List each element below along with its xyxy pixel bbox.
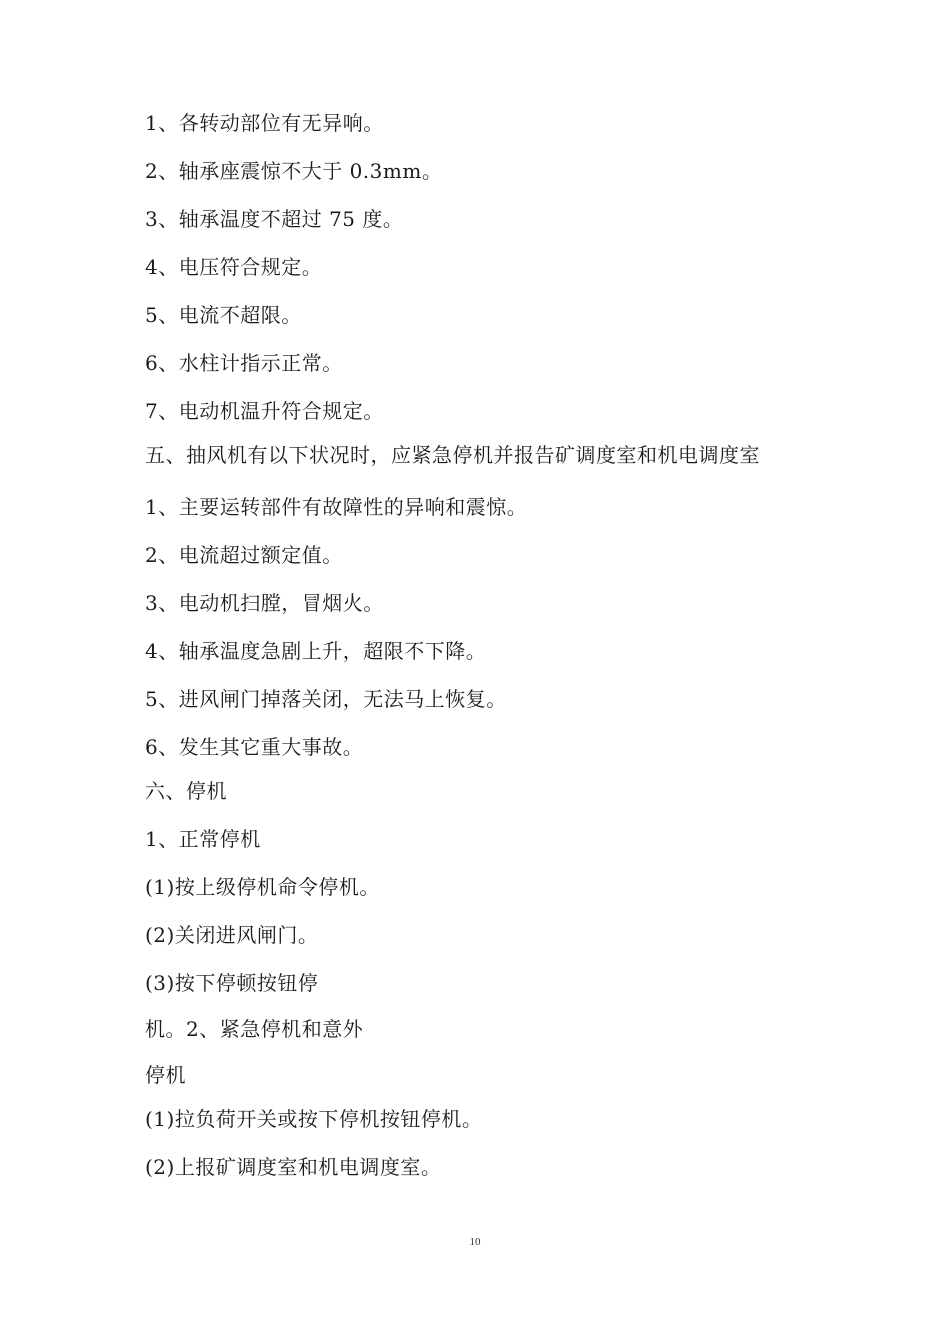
step-report-dispatch: (2)上报矿调度室和机电调度室。 xyxy=(145,1155,442,1179)
item-bearing-temperature: 3、轴承温度不超过 75 度。 xyxy=(145,207,404,231)
item-abnormal-noise-vibration: 1、主要运转部件有故障性的异响和震惊。 xyxy=(145,495,528,519)
step-stop-by-command: (1)按上级停机命令停机。 xyxy=(145,875,380,899)
step-pull-load-switch: (1)拉负荷开关或按下停机按钮停机。 xyxy=(145,1107,483,1131)
item-current: 5、电流不超限。 xyxy=(145,303,302,327)
item-other-accidents: 6、发生其它重大事故。 xyxy=(145,735,364,759)
page-number: 10 xyxy=(469,1236,481,1248)
item-voltage: 4、电压符合规定。 xyxy=(145,255,323,279)
item-motor-temperature-rise: 7、电动机温升符合规定。 xyxy=(145,399,384,423)
subheading-emergency-shutdown-cont: 停机 xyxy=(145,1063,186,1087)
item-inlet-gate-fall: 5、进风闸门掉落关闭，无法马上恢复。 xyxy=(145,687,507,711)
item-motor-smoke: 3、电动机扫膛，冒烟火。 xyxy=(145,591,384,615)
section-heading-emergency-stop-conditions: 五、抽风机有以下状况时，应紧急停机并报告矿调度室和机电调度室 xyxy=(145,443,760,467)
step-close-inlet-gate: (2)关闭进风闸门。 xyxy=(145,923,319,947)
step-press-stop-button: (3)按下停顿按钮停 xyxy=(145,971,319,995)
item-bearing-temp-rise: 4、轴承温度急剧上升，超限不下降。 xyxy=(145,639,487,663)
item-overcurrent: 2、电流超过额定值。 xyxy=(145,543,343,567)
subheading-emergency-shutdown: 机。2、紧急停机和意外 xyxy=(145,1017,364,1041)
subheading-normal-shutdown: 1、正常停机 xyxy=(145,827,261,851)
item-water-gauge: 6、水柱计指示正常。 xyxy=(145,351,343,375)
section-heading-shutdown: 六、停机 xyxy=(145,779,227,803)
item-bearing-vibration: 2、轴承座震惊不大于 0.3mm。 xyxy=(145,159,443,183)
item-rotating-parts-noise: 1、各转动部位有无异响。 xyxy=(145,111,384,135)
